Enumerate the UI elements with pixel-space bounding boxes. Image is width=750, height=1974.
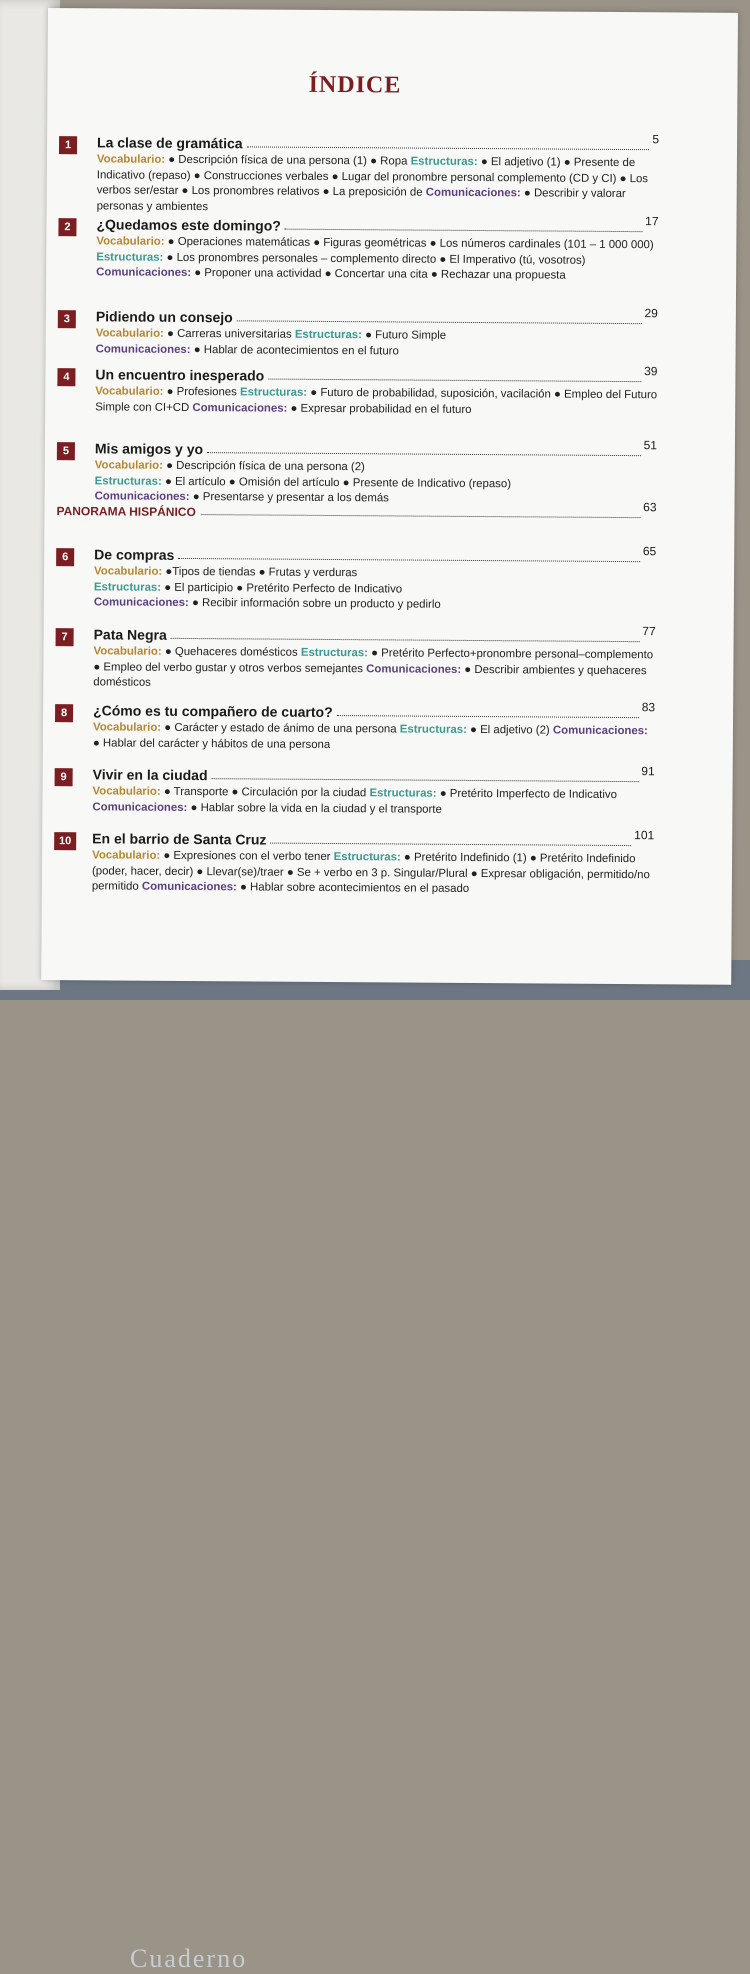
unit-number-badge: 10 (54, 832, 76, 850)
toc-entry-unit-7[interactable] (56, 624, 666, 689)
estructuras-label: Estructuras: (300, 646, 369, 660)
comunicaciones-text: ● Hablar del carácter y hábitos de una persona (92, 736, 331, 751)
comunicaciones-label: Comunicaciones: (425, 186, 521, 200)
vocabulario-text: ● Expresiones con el verbo tener (163, 849, 331, 863)
unit-title: Pidiendo un consejo (95, 308, 233, 326)
comunicaciones-label: Comunicaciones: (92, 800, 188, 814)
comunicaciones-text: ● Hablar sobre acontecimientos en el pasado (239, 881, 470, 896)
cover-title-fragment: Cuaderno (130, 1944, 248, 1973)
comunicaciones-label: Comunicaciones: (94, 490, 190, 504)
comunicaciones-text: ● Proponer una actividad ● Concertar una cita ● Rechazar una propuesta (194, 267, 566, 282)
comunicaciones-text: ● Hablar sobre la vida en la ciudad y el transporte (190, 801, 442, 816)
toc-entry-unit-8[interactable] (55, 700, 665, 751)
vocabulario-label: Vocabulario: (92, 721, 162, 734)
comunicaciones-text: ● Describir y valorar personas y ambientes (96, 187, 626, 213)
unit-title: ¿Cómo es tu compañero de cuarto? (93, 702, 333, 721)
comunicaciones-label: Comunicaciones: (141, 880, 237, 894)
comunicaciones-text: ● Hablar de acontecimientos en el futuro (193, 343, 399, 358)
estructuras-text: ● Futuro de probabilidad, suposición, vacilación ● Empleo del Futuro Simple con CI+CD (95, 386, 658, 414)
unit-number-badge: 3 (58, 310, 76, 328)
page-number: 77 (642, 624, 656, 639)
unit-number-badge: 9 (55, 768, 73, 786)
comunicaciones-text: ● Describir ambientes y quehaceres domésticos (93, 663, 647, 689)
comunicaciones-text: ● Recibir información sobre un producto y pedirlo (191, 597, 441, 611)
page-number: 5 (652, 132, 660, 147)
unit-number-badge: 7 (56, 628, 74, 646)
estructuras-text: ● El artículo ● Omisión del artículo ● Presente de Indicativo (repaso) (164, 475, 512, 490)
vocabulario-label: Vocabulario: (95, 385, 164, 398)
unit-title: ¿Quedamos este domingo? (96, 216, 281, 234)
unit-title: Vivir en la ciudad (92, 766, 208, 784)
unit-heading[interactable] (95, 440, 657, 460)
estructuras-label: Estructuras: (333, 851, 401, 864)
leader-dots (202, 514, 640, 518)
estructuras-label: Estructuras: (239, 386, 308, 399)
comunicaciones-label: Comunicaciones: (192, 401, 288, 415)
leader-dots (247, 146, 650, 150)
estructuras-text: ● El adjetivo (1) ● Presente de Indicativo (repaso) ● Construcciones verbales ● Lugar del pronombre personal complemento (CD y CI) ● Los verbos ser/estar ● Los pronombres relativos ● La preposición de (96, 156, 649, 199)
unit-description (97, 152, 659, 218)
unit-heading[interactable] (95, 366, 657, 386)
unit-heading[interactable] (97, 134, 659, 154)
unit-title: Mis amigos y yo (94, 440, 204, 458)
comunicaciones-text: ● Expresar probabilidad en el futuro (290, 402, 472, 416)
unit-title: Pata Negra (93, 626, 167, 643)
unit-description (92, 848, 654, 899)
toc-entry-unit-5[interactable] (57, 438, 667, 505)
unit-heading[interactable] (94, 546, 656, 566)
vocabulario-text: ● Quehaceres domésticos (164, 645, 298, 659)
leader-dots (285, 229, 642, 232)
toc-entry-unit-9[interactable] (55, 764, 665, 816)
vocabulario-label: Vocabulario: (92, 785, 161, 798)
comunicaciones-label: Comunicaciones: (95, 342, 191, 356)
leader-dots (337, 715, 639, 718)
page-number: 51 (643, 438, 658, 453)
estructuras-text: ● Futuro Simple (365, 329, 447, 342)
vocabulario-text: ● Carreras universitarias (167, 327, 292, 341)
unit-description (93, 644, 655, 695)
estructuras-label: Estructuras: (96, 250, 164, 264)
comunicaciones-label: Comunicaciones: (366, 662, 462, 676)
unit-description (96, 234, 658, 285)
unit-description (94, 564, 656, 615)
unit-heading[interactable] (92, 830, 654, 850)
unit-heading[interactable] (93, 702, 655, 722)
panorama-label: PANORAMA HISPÁNICO (56, 504, 196, 520)
vocabulario-text: ● Operaciones matemáticas ● Figuras geométricas ● Los números cardinales (101 – 1 000 000) (167, 235, 654, 252)
unit-number-badge: 6 (56, 548, 74, 566)
toc-entry-unit-2[interactable] (59, 214, 669, 282)
unit-description (96, 326, 658, 361)
unit-description (95, 458, 657, 509)
vocabulario-text: ●Tipos de tiendas ● Frutas y verduras (165, 565, 358, 580)
estructuras-label: Estructuras: (294, 328, 362, 342)
index-page (41, 8, 738, 985)
leader-dots (212, 778, 639, 782)
vocabulario-label: Vocabulario: (92, 849, 161, 862)
vocabulario-label: Vocabulario: (95, 327, 164, 340)
vocabulario-text: ● Transporte ● Circulación por la ciudad (163, 785, 367, 800)
vocabulario-label: Vocabulario: (96, 235, 165, 248)
page-number: 39 (644, 364, 658, 379)
page-number: 91 (641, 764, 655, 779)
page-number: 17 (645, 214, 659, 229)
vocabulario-text: ● Descripción física de una persona (2) (166, 459, 365, 474)
comunicaciones-label: Comunicaciones: (93, 596, 189, 610)
toc-entry-unit-3[interactable] (58, 306, 668, 358)
estructuras-label: Estructuras: (369, 787, 437, 800)
unit-number-badge: 2 (58, 218, 76, 236)
comunicaciones-label: Comunicaciones: (96, 266, 192, 280)
unit-title: En el barrio de Santa Cruz (92, 830, 267, 848)
estructuras-text: ● Pretérito Perfecto+pronombre personal–complemento ● Empleo del verbo gustar y otros verbos semejantes (93, 647, 654, 675)
page-number: 83 (641, 700, 656, 715)
panorama-hispanico-entry[interactable] (56, 500, 657, 522)
comunicaciones-label: Comunicaciones: (552, 724, 648, 738)
unit-description (92, 784, 654, 819)
unit-title: La clase de gramática (97, 134, 243, 152)
leader-dots (268, 379, 641, 383)
leader-dots (237, 320, 642, 324)
unit-number-badge: 1 (59, 136, 77, 154)
vocabulario-text: ● Carácter y estado de ánimo de una persona (164, 721, 397, 736)
estructuras-label: Estructuras: (94, 474, 162, 488)
vocabulario-text: ● Descripción física de una persona (1) ● Ropa (168, 153, 408, 168)
estructuras-text: ● Pretérito Imperfecto de Indicativo (439, 787, 617, 801)
page-number: 63 (643, 500, 657, 515)
estructuras-label: Estructuras: (410, 155, 478, 169)
toc-entry-unit-6[interactable] (56, 544, 666, 611)
vocabulario-label: Vocabulario: (94, 459, 164, 472)
vocabulario-text: ● Profesiones (166, 385, 237, 399)
page-title: ÍNDICE (308, 71, 402, 99)
toc-entry-unit-1[interactable] (59, 132, 669, 213)
leader-dots (207, 452, 640, 456)
unit-description (95, 384, 657, 419)
page-number: 65 (642, 544, 657, 559)
estructuras-label: Estructuras: (93, 580, 162, 594)
unit-heading[interactable] (94, 626, 656, 646)
unit-number-badge: 4 (57, 368, 75, 386)
estructuras-text: ● Los pronombres personales – complemento directo ● El Imperativo (tú, vosotros) (166, 251, 586, 267)
unit-heading[interactable] (93, 766, 655, 786)
vocabulario-label: Vocabulario: (94, 565, 163, 578)
vocabulario-label: Vocabulario: (93, 645, 162, 658)
unit-number-badge: 8 (55, 704, 73, 722)
leader-dots (270, 843, 631, 847)
unit-title: Un encuentro inesperado (95, 366, 265, 384)
estructuras-label: Estructuras: (399, 723, 467, 736)
estructuras-text: ● El adjetivo (2) (470, 723, 550, 737)
leader-dots (178, 558, 639, 562)
estructuras-text: ● El participio ● Pretérito Perfecto de Indicativo (164, 581, 403, 596)
unit-number-badge: 5 (57, 442, 75, 460)
estructuras-text: ● Pretérito Indefinido (1) ● Pretérito Indefinido (poder, hacer, decir) ● Llevar(se)/traer ● Se + verbo en 3 p. Singular/Plural ● Expresar obligación, permitido/no permitido (91, 851, 650, 893)
page-number: 29 (644, 306, 658, 321)
unit-description (93, 720, 655, 755)
unit-heading[interactable] (96, 216, 658, 236)
toc-entry-unit-4[interactable] (57, 364, 667, 416)
vocabulario-label: Vocabulario: (96, 153, 166, 166)
unit-title: De compras (94, 546, 175, 563)
page-number: 101 (634, 828, 655, 843)
comunicaciones-text: ● Presentarse y presentar a los demás (192, 491, 389, 505)
toc-entry-unit-10[interactable] (54, 828, 664, 896)
leader-dots (171, 638, 639, 642)
unit-heading[interactable] (96, 308, 658, 328)
